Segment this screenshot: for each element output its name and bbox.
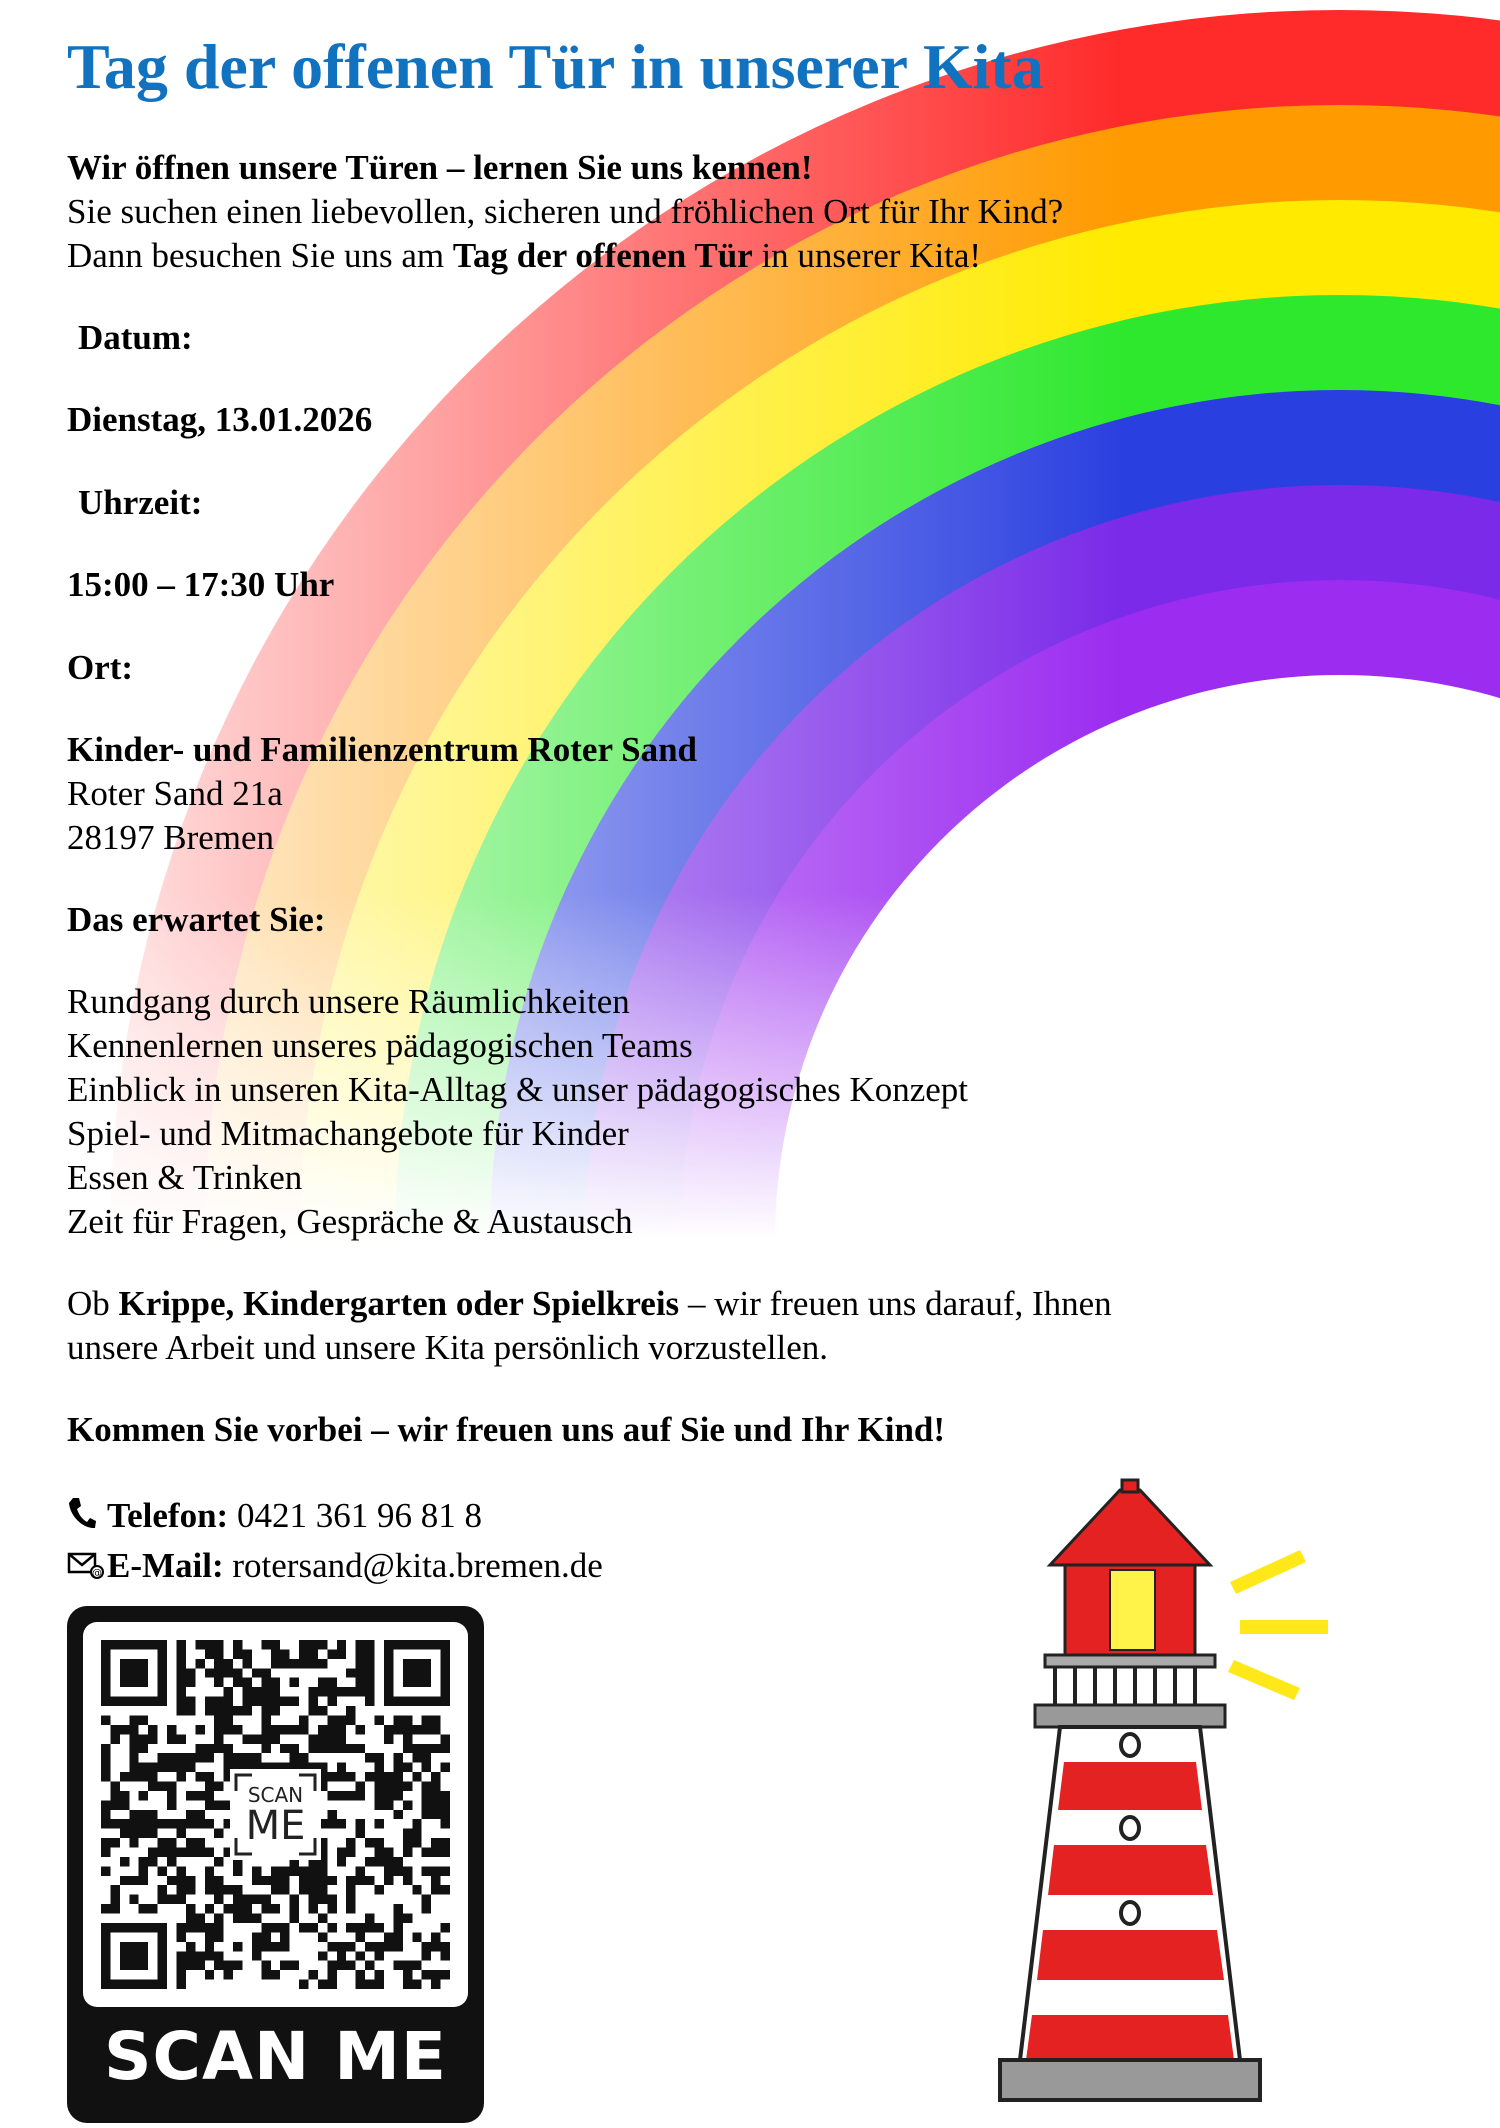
phone-label: Telefon:: [107, 1496, 229, 1535]
intro-headline: Wir öffnen unsere Türen – lernen Sie uns kennen!: [67, 148, 813, 187]
location-city: 28197 Bremen: [67, 818, 275, 857]
time-label: Uhrzeit:: [78, 483, 203, 522]
location-name: Kinder- und Familienzentrum Roter Sand: [67, 730, 698, 769]
location-label: Ort:: [67, 648, 134, 687]
qr-code-area: [83, 1622, 468, 2007]
intro-invite-text-end: in unserer Kita!: [752, 236, 982, 275]
qr-code-card[interactable]: [67, 1606, 484, 2123]
expect-item: Rundgang durch unsere Räumlichkeiten: [67, 982, 630, 1021]
qr-center-me: ME: [245, 1803, 306, 1849]
closing-text-end: – wir freuen uns darauf, Ihnen: [679, 1284, 1112, 1323]
closing-bold: Krippe, Kindergarten oder Spielkreis: [118, 1284, 680, 1323]
expect-item: Essen & Trinken: [67, 1158, 303, 1197]
expect-item: Spiel- und Mitmachangebote für Kinder: [67, 1114, 629, 1153]
phone-row: [67, 1494, 482, 1541]
closing-line-2: unsere Arbeit und unsere Kita persönlich vorzustellen.: [67, 1328, 829, 1367]
expect-label: Das erwartet Sie:: [67, 900, 326, 939]
svg-text:@: @: [92, 1567, 102, 1579]
qr-center-badge: [230, 1769, 321, 1860]
lighthouse-illustration: [940, 1470, 1400, 2120]
scan-me-label: SCAN ME: [103, 2018, 448, 2095]
closing-text: Ob: [67, 1284, 119, 1323]
expect-item: Zeit für Fragen, Gespräche & Austausch: [67, 1202, 633, 1241]
date-value: Dienstag, 13.01.2026: [67, 400, 373, 439]
email-address[interactable]: rotersand@kita.bremen.de: [232, 1546, 603, 1585]
light-rays-icon: [1228, 1550, 1328, 1700]
expect-item: Einblick in unseren Kita-Alltag & unser pädagogisches Konzept: [67, 1070, 969, 1109]
phone-number[interactable]: 0421 361 96 81 8: [236, 1496, 482, 1535]
time-value: 15:00 – 17:30 Uhr: [67, 565, 335, 604]
expect-item: Kennenlernen unseres pädagogischen Teams: [67, 1026, 693, 1065]
intro-invite: [67, 234, 981, 278]
intro-invite-bold: Tag der offenen Tür: [452, 236, 753, 275]
qr-center-scan: SCAN: [247, 1783, 304, 1807]
email-row: [67, 1544, 603, 1591]
location-street: Roter Sand 21a: [67, 774, 283, 813]
email-label: E-Mail:: [107, 1546, 224, 1585]
phone-icon: [67, 1496, 107, 1541]
closing-line-1: [67, 1282, 1112, 1326]
page-title: Tag der offenen Tür in unserer Kita: [67, 31, 1044, 102]
intro-question: Sie suchen einen liebevollen, sicheren und fröhlichen Ort für Ihr Kind?: [67, 192, 1064, 231]
email-icon: [67, 1547, 107, 1591]
intro-invite-text: Dann besuchen Sie uns am: [67, 236, 453, 275]
date-label: Datum:: [78, 318, 193, 357]
closing-cta: Kommen Sie vorbei – wir freuen uns auf Sie und Ihr Kind!: [67, 1410, 946, 1449]
